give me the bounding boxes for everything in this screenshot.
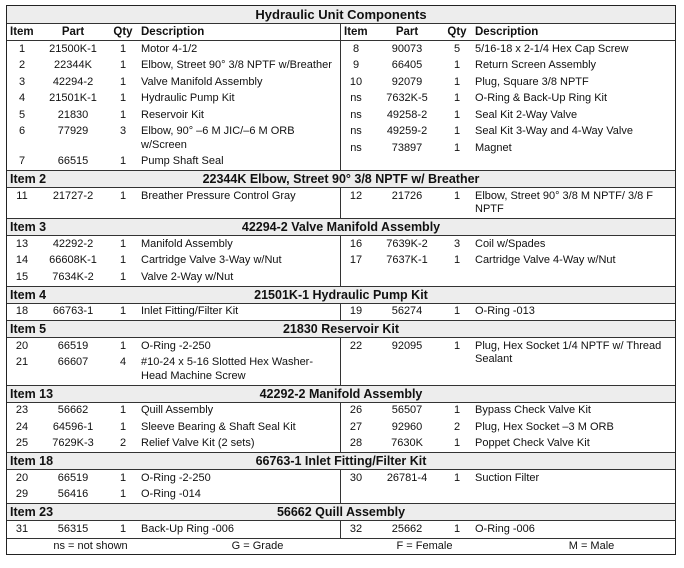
part-number: 7632K-5 bbox=[386, 92, 428, 104]
section-right-column bbox=[341, 403, 675, 453]
section-title: 66763-1 Inlet Fitting/Filter Kit bbox=[255, 454, 427, 468]
quantity: 1 bbox=[453, 254, 461, 266]
item-number: 12 bbox=[349, 189, 363, 202]
main-right-column bbox=[341, 41, 675, 170]
description: Elbow, Street 90° 3/8 M NPTF/ 3/8 F NPTF bbox=[475, 189, 654, 215]
item-number: 25 bbox=[15, 437, 29, 449]
table-row bbox=[7, 58, 340, 75]
part-number: 56416 bbox=[57, 488, 89, 500]
item-number: ns bbox=[350, 108, 362, 121]
part-number: 49259-2 bbox=[386, 125, 428, 137]
item-number: 23 bbox=[15, 404, 29, 416]
part-number: 66519 bbox=[57, 339, 89, 352]
column-headers-left bbox=[7, 24, 341, 40]
part-number: 56274 bbox=[391, 305, 423, 317]
table-row bbox=[341, 236, 675, 253]
quantity: 1 bbox=[453, 305, 461, 317]
table-row bbox=[341, 338, 675, 368]
table-row bbox=[341, 403, 675, 420]
part-number: 22344K bbox=[54, 59, 92, 71]
part-number: 73897 bbox=[391, 141, 423, 154]
section-left-column bbox=[7, 403, 341, 453]
table-row bbox=[341, 124, 675, 141]
table-row bbox=[341, 107, 675, 124]
table-row bbox=[7, 338, 340, 355]
table-row bbox=[7, 154, 340, 171]
quantity: 1 bbox=[119, 237, 127, 250]
quantity: 1 bbox=[453, 339, 461, 352]
section-parts-block bbox=[7, 188, 675, 218]
section-header bbox=[7, 170, 675, 188]
table-row bbox=[341, 304, 675, 321]
item-number: 14 bbox=[15, 254, 29, 266]
quantity: 1 bbox=[119, 488, 127, 500]
part-number: 26781-4 bbox=[386, 471, 428, 484]
part-number: 92095 bbox=[391, 339, 423, 352]
quantity: 1 bbox=[453, 125, 461, 137]
item-number: 2 bbox=[18, 59, 26, 71]
legend-male: M = Male bbox=[568, 539, 615, 552]
part-number: 90073 bbox=[391, 42, 423, 55]
quantity: 1 bbox=[119, 339, 127, 352]
description: Poppet Check Valve Kit bbox=[475, 437, 590, 449]
description: Relief Valve Kit (2 sets) bbox=[141, 437, 255, 449]
item-number: 5 bbox=[18, 108, 26, 121]
part-number: 21830 bbox=[57, 108, 89, 121]
description: Cartridge Valve 4-Way w/Nut bbox=[475, 254, 616, 266]
header-item: Item bbox=[344, 26, 368, 38]
item-number: 7 bbox=[18, 155, 26, 167]
part-number: 66519 bbox=[57, 471, 89, 484]
table-row bbox=[7, 436, 340, 453]
part-number: 64596-1 bbox=[52, 420, 94, 433]
description: Hydraulic Pump Kit bbox=[141, 92, 235, 104]
quantity: 1 bbox=[119, 305, 127, 317]
description: Seal Kit 3-Way and 4-Way Valve bbox=[475, 125, 633, 137]
quantity: 1 bbox=[119, 75, 127, 88]
quantity: 1 bbox=[453, 108, 461, 121]
description: O-Ring -006 bbox=[475, 522, 535, 535]
description: Pump Shaft Seal bbox=[141, 155, 224, 167]
section-parts-block bbox=[7, 470, 675, 503]
description: Plug, Hex Socket –3 M ORB bbox=[475, 420, 614, 433]
description: Back-Up Ring -006 bbox=[141, 522, 234, 535]
main-left-column bbox=[7, 41, 341, 170]
description: Plug, Hex Socket 1/4 NPTF w/ Thread Sealant bbox=[475, 339, 662, 365]
item-number: 4 bbox=[18, 92, 26, 104]
column-headers bbox=[7, 24, 675, 41]
quantity: 1 bbox=[119, 404, 127, 416]
description: #10-24 x 5-16 Slotted Hex Washer-Head Machine Screw bbox=[141, 356, 314, 382]
description: Elbow, 90° –6 M JIC/–6 M ORB w/Screen bbox=[141, 125, 295, 151]
table-row bbox=[341, 521, 675, 538]
description: Inlet Fitting/Filter Kit bbox=[141, 305, 239, 317]
quantity: 3 bbox=[119, 125, 127, 137]
table-row bbox=[7, 269, 340, 286]
part-number: 66763-1 bbox=[52, 305, 94, 317]
section-title: 21830 Reservoir Kit bbox=[282, 322, 400, 336]
part-number: 7629K-3 bbox=[52, 437, 94, 449]
item-number: 19 bbox=[349, 305, 363, 317]
section-title: 21501K-1 Hydraulic Pump Kit bbox=[254, 287, 428, 302]
table-row bbox=[7, 470, 340, 487]
table-row bbox=[341, 436, 675, 453]
table-row bbox=[7, 41, 340, 58]
section-header bbox=[7, 286, 675, 304]
quantity: 1 bbox=[453, 189, 461, 202]
description: Bypass Check Valve Kit bbox=[475, 404, 591, 416]
header-description: Description bbox=[141, 26, 205, 38]
description: Manifold Assembly bbox=[141, 237, 233, 250]
description: O-Ring -014 bbox=[141, 488, 201, 500]
header-part: Part bbox=[395, 26, 419, 38]
part-number: 21727-2 bbox=[52, 189, 94, 202]
section-header bbox=[7, 218, 675, 236]
quantity: 1 bbox=[119, 522, 127, 535]
section-title: 22344K Elbow, Street 90° 3/8 NPTF w/ Breather bbox=[202, 172, 480, 186]
header-qty: Qty bbox=[447, 26, 467, 38]
part-number: 25662 bbox=[391, 522, 423, 535]
quantity: 1 bbox=[453, 141, 461, 154]
table-row bbox=[7, 236, 340, 253]
table-row bbox=[341, 41, 675, 58]
table-row bbox=[7, 487, 340, 504]
table-row bbox=[7, 124, 340, 154]
item-number: 10 bbox=[349, 75, 363, 88]
part-number: 21501K-1 bbox=[49, 92, 97, 104]
item-number: 31 bbox=[15, 522, 29, 535]
item-number: 30 bbox=[349, 471, 363, 484]
item-number: 32 bbox=[349, 522, 363, 535]
quantity: 1 bbox=[119, 471, 127, 484]
section-label: Item 2 bbox=[10, 172, 47, 186]
quantity: 1 bbox=[119, 59, 127, 71]
part-number: 66607 bbox=[57, 356, 89, 368]
table-row bbox=[341, 74, 675, 91]
item-number: 21 bbox=[15, 356, 29, 368]
section-title: 42294-2 Valve Manifold Assembly bbox=[241, 220, 441, 234]
quantity: 1 bbox=[119, 420, 127, 433]
description: Breather Pressure Control Gray bbox=[141, 189, 296, 202]
quantity: 1 bbox=[119, 270, 127, 283]
section-parts-block bbox=[7, 304, 675, 321]
section-parts-block bbox=[7, 338, 675, 385]
item-number: 16 bbox=[349, 237, 363, 250]
header-qty: Qty bbox=[113, 26, 133, 38]
section-header bbox=[7, 452, 675, 470]
quantity: 1 bbox=[119, 92, 127, 104]
description: Suction Filter bbox=[475, 471, 540, 484]
description: Magnet bbox=[475, 141, 512, 154]
description: O-Ring -013 bbox=[475, 305, 535, 317]
item-number: 20 bbox=[15, 471, 29, 484]
section-right-column bbox=[341, 188, 675, 218]
description: Quill Assembly bbox=[141, 404, 214, 416]
quantity: 1 bbox=[119, 42, 127, 55]
item-number: 22 bbox=[349, 339, 363, 352]
table-row bbox=[7, 304, 340, 321]
description: Reservoir Kit bbox=[141, 108, 204, 121]
section-right-column bbox=[341, 470, 675, 503]
item-number: 18 bbox=[15, 305, 29, 317]
quantity: 1 bbox=[119, 155, 127, 167]
quantity: 5 bbox=[453, 42, 461, 55]
description: Elbow, Street 90° 3/8 NPTF w/Breather bbox=[141, 59, 332, 71]
item-number: 6 bbox=[18, 125, 26, 137]
table-row bbox=[341, 188, 675, 218]
description: Coil w/Spades bbox=[475, 237, 546, 250]
quantity: 1 bbox=[453, 92, 461, 104]
part-number: 21500K-1 bbox=[49, 42, 97, 55]
description: O-Ring -2-250 bbox=[141, 471, 211, 484]
part-number: 92079 bbox=[391, 75, 423, 88]
description: Seal Kit 2-Way Valve bbox=[475, 108, 578, 121]
section-left-column bbox=[7, 304, 341, 321]
description: Valve Manifold Assembly bbox=[141, 75, 263, 88]
legend-not-shown: ns = not shown bbox=[53, 539, 128, 552]
part-number: 77929 bbox=[57, 125, 89, 137]
table-row bbox=[7, 188, 340, 205]
quantity: 1 bbox=[119, 254, 127, 266]
item-number: 27 bbox=[349, 420, 363, 433]
quantity: 1 bbox=[453, 437, 461, 449]
section-label: Item 5 bbox=[10, 322, 47, 336]
part-number: 56662 bbox=[57, 404, 89, 416]
item-number: ns bbox=[350, 92, 362, 104]
table-row bbox=[7, 253, 340, 270]
item-number: 28 bbox=[349, 437, 363, 449]
part-number: 7634K-2 bbox=[52, 270, 94, 283]
item-number: 29 bbox=[15, 488, 29, 500]
section-title: 42292-2 Manifold Assembly bbox=[259, 386, 423, 401]
item-number: ns bbox=[350, 141, 362, 154]
section-header bbox=[7, 320, 675, 338]
table-row bbox=[341, 253, 675, 270]
item-number: 1 bbox=[18, 42, 26, 55]
part-number: 66515 bbox=[57, 155, 89, 167]
table-title: Hydraulic Unit Components bbox=[7, 6, 675, 24]
description: Plug, Square 3/8 NPTF bbox=[475, 75, 589, 88]
part-number: 42292-2 bbox=[52, 237, 94, 250]
quantity: 1 bbox=[453, 522, 461, 535]
item-number: 17 bbox=[349, 254, 363, 266]
part-number: 56315 bbox=[57, 522, 89, 535]
table-row bbox=[341, 91, 675, 108]
item-number: 24 bbox=[15, 420, 29, 433]
legend-female: F = Female bbox=[396, 539, 453, 552]
table-row bbox=[341, 419, 675, 436]
table-row bbox=[341, 58, 675, 75]
header-item: Item bbox=[10, 26, 34, 38]
section-label: Item 3 bbox=[10, 220, 47, 234]
item-number: 3 bbox=[18, 75, 26, 88]
description: Valve 2-Way w/Nut bbox=[141, 270, 234, 283]
section-label: Item 23 bbox=[10, 505, 54, 519]
section-left-column bbox=[7, 521, 341, 538]
section-parts-block bbox=[7, 236, 675, 286]
legend-footer bbox=[7, 538, 675, 554]
part-number: 56507 bbox=[391, 404, 423, 416]
item-number: 26 bbox=[349, 404, 363, 416]
section-parts-block bbox=[7, 521, 675, 538]
table-row bbox=[7, 91, 340, 108]
quantity: 1 bbox=[119, 108, 127, 121]
section-right-column bbox=[341, 338, 675, 385]
description: Return Screen Assembly bbox=[475, 59, 597, 71]
section-left-column bbox=[7, 338, 341, 385]
header-part: Part bbox=[61, 26, 85, 38]
header-description: Description bbox=[475, 26, 539, 38]
part-number: 7637K-1 bbox=[386, 254, 428, 266]
description: Sleeve Bearing & Shaft Seal Kit bbox=[141, 420, 296, 433]
item-number: 13 bbox=[15, 237, 29, 250]
item-number: 20 bbox=[15, 339, 29, 352]
item-number: 8 bbox=[352, 42, 360, 55]
item-number: 9 bbox=[352, 59, 360, 71]
parts-table bbox=[6, 5, 676, 555]
section-parts-block bbox=[7, 403, 675, 453]
section-title: 56662 Quill Assembly bbox=[276, 505, 406, 519]
part-number: 92960 bbox=[391, 420, 423, 433]
sub-assembly-sections bbox=[7, 170, 675, 538]
table-row bbox=[7, 521, 340, 538]
main-parts-block bbox=[7, 41, 675, 170]
quantity: 1 bbox=[453, 471, 461, 484]
section-label: Item 4 bbox=[10, 287, 47, 302]
quantity: 1 bbox=[453, 75, 461, 88]
table-row bbox=[7, 403, 340, 420]
section-header bbox=[7, 385, 675, 403]
part-number: 42294-2 bbox=[52, 75, 94, 88]
section-left-column bbox=[7, 188, 341, 218]
part-number: 66608K-1 bbox=[49, 254, 97, 266]
part-number: 49258-2 bbox=[386, 108, 428, 121]
section-right-column bbox=[341, 521, 675, 538]
description: O-Ring -2-250 bbox=[141, 339, 211, 352]
table-row bbox=[7, 419, 340, 436]
section-header bbox=[7, 503, 675, 521]
column-headers-right bbox=[341, 24, 675, 40]
item-number: ns bbox=[350, 125, 362, 137]
section-label: Item 13 bbox=[10, 386, 54, 401]
section-left-column bbox=[7, 470, 341, 503]
table-row bbox=[7, 74, 340, 91]
part-number: 66405 bbox=[391, 59, 423, 71]
table-row bbox=[341, 470, 675, 487]
quantity: 2 bbox=[453, 420, 461, 433]
section-left-column bbox=[7, 236, 341, 286]
quantity: 2 bbox=[119, 437, 127, 449]
item-number: 11 bbox=[16, 189, 28, 202]
part-number: 7630K bbox=[391, 437, 423, 449]
quantity: 1 bbox=[119, 189, 127, 202]
legend-grade: G = Grade bbox=[231, 539, 284, 552]
section-label: Item 18 bbox=[10, 454, 54, 468]
section-right-column bbox=[341, 304, 675, 321]
item-number: 15 bbox=[15, 270, 29, 283]
description: O-Ring & Back-Up Ring Kit bbox=[475, 92, 608, 104]
part-number: 7639K-2 bbox=[386, 237, 428, 250]
quantity: 1 bbox=[453, 404, 461, 416]
quantity: 3 bbox=[453, 237, 461, 250]
description: 5/16-18 x 2-1/4 Hex Cap Screw bbox=[475, 42, 629, 55]
part-number: 21726 bbox=[391, 189, 423, 202]
quantity: 1 bbox=[453, 59, 461, 71]
table-row bbox=[7, 107, 340, 124]
section-right-column bbox=[341, 236, 675, 286]
table-row bbox=[7, 355, 340, 385]
description: Cartridge Valve 3-Way w/Nut bbox=[141, 254, 282, 266]
quantity: 4 bbox=[119, 356, 127, 368]
table-row bbox=[341, 140, 675, 157]
description: Motor 4-1/2 bbox=[141, 42, 198, 55]
